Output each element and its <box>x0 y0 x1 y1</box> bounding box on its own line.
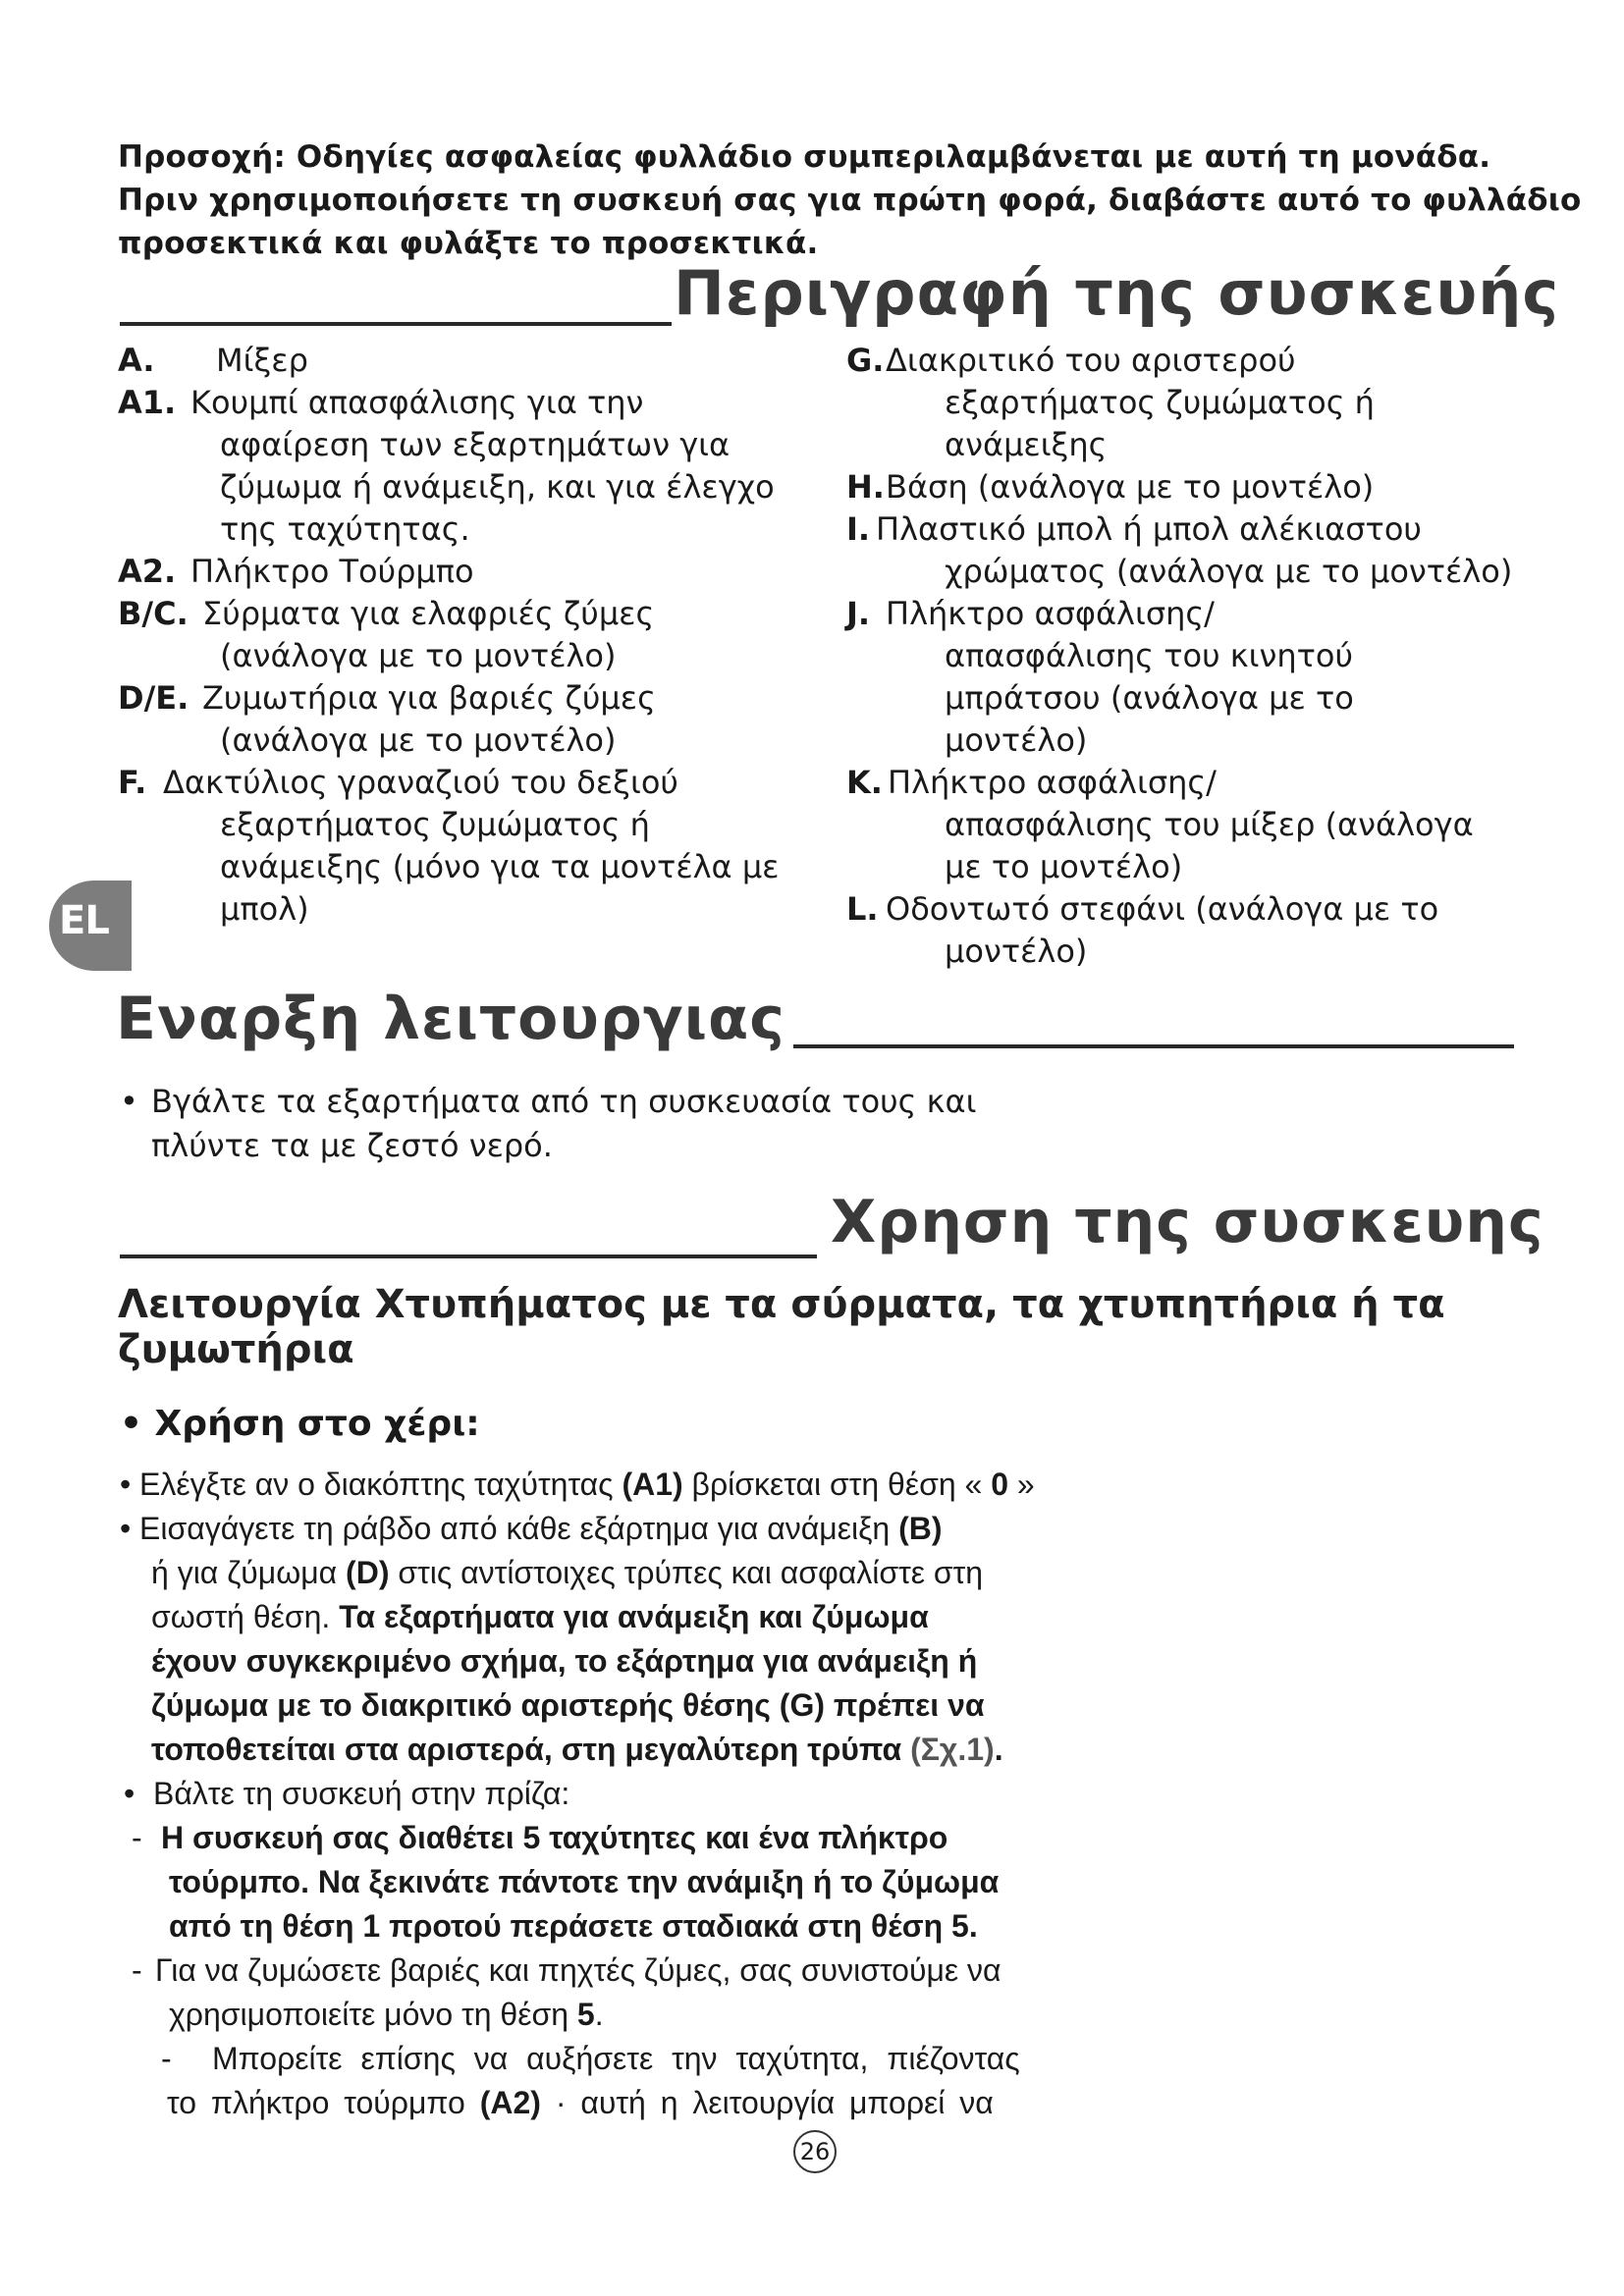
item-key: A2. <box>118 553 177 590</box>
instruction-line <box>139 1463 1035 1507</box>
item-key: B/C. <box>118 595 189 632</box>
instruction-line: Βάλτε τη συσκευή στην πρίζα: <box>153 1776 570 1811</box>
item-text: Πλήκτρο ασφάλισης/ <box>886 595 1215 632</box>
text-bold: . <box>994 1732 1003 1767</box>
item-text: Διακριτικό του αριστερού <box>886 342 1296 379</box>
item-text: Κουμπί απασφάλισης για την <box>190 384 644 421</box>
item-key: J. <box>846 595 871 632</box>
subsection-title <box>118 1282 1512 1372</box>
section-rule <box>120 322 672 326</box>
item-text: Ζυμωτήρια για βαριές ζύμες <box>202 679 656 717</box>
item-text: εξαρτήματος ζυμώματος ή <box>945 384 1375 421</box>
text: . <box>594 1997 604 2032</box>
item-text: αφαίρεση των εξαρτημάτων για <box>220 426 731 463</box>
text-bold: τοποθετείται στα αριστερά, στη μεγαλύτερη τρύπα <box>151 1732 902 1767</box>
text: ή για ζύμωμα <box>151 1555 347 1590</box>
subsection-title-line: ζυμωτήρια <box>118 1327 354 1372</box>
text: στις αντίστοιχες τρύπες και ασφαλίστε στη <box>389 1555 984 1590</box>
item-text: Σύρματα για ελαφριές ζύμες <box>202 595 655 632</box>
text-bold: 5 <box>576 1997 595 2032</box>
bullet: • <box>120 1511 132 1546</box>
warning-line: Προσοχή: Οδηγίες ασφαλείας φυλλάδιο συμπεριλαμβάνεται με αυτή τη μονάδα. <box>118 139 1491 175</box>
item-key: A1. <box>118 384 177 421</box>
item-text: απασφάλισης του κινητού <box>945 637 1353 674</box>
item-key: L. <box>846 890 879 928</box>
bullet: • <box>124 1776 135 1811</box>
item-key: D/E. <box>118 679 189 717</box>
item-key: F. <box>118 764 147 801</box>
item-text: Βάση (ανάλογα με το μοντέλο) <box>886 468 1375 506</box>
instruction-line <box>139 1507 943 1551</box>
item-text: Μίξερ <box>216 342 308 379</box>
instruction-line <box>169 1993 604 2037</box>
item-text: μοντέλο) <box>945 933 1088 970</box>
text: βρίσκεται στη θέση « <box>682 1467 992 1502</box>
text: · αυτή η λειτουργία μπορεί να <box>540 2085 994 2120</box>
instruction-line: Η συσκευή σας διαθέτει 5 ταχύτητες και ένα πλήκτρο <box>161 1820 948 1855</box>
item-key: I. <box>846 510 871 548</box>
safety-warning <box>118 135 1582 265</box>
text: το πλήκτρο τούρμπο <box>167 2085 480 2120</box>
language-tab-label: EL <box>59 898 109 943</box>
text-bold: (A2) <box>479 2085 541 2120</box>
instruction-line: έχουν συγκεκριμένο σχήμα, το εξάρτημα για ανάμειξη ή <box>151 1643 978 1679</box>
item-text: Πλαστικό μπολ ή μπολ αλέκιαστου <box>876 510 1422 548</box>
item-text: ανάμειξης (μόνο για τα μοντέλα με <box>220 848 780 885</box>
warning-line: προσεκτικά και φυλάξτε το προσεκτικά. <box>118 226 819 261</box>
item-key: H. <box>846 468 885 506</box>
instruction-line: Μπορείτε επίσης να αυξήσετε την ταχύτητα, πιέζοντας <box>212 2041 1020 2076</box>
figure-reference: (Σχ.1) <box>901 1732 995 1767</box>
item-text: μοντέλο) <box>945 721 1088 759</box>
text-bold: (A1) <box>622 1467 683 1502</box>
item-key: G. <box>846 342 885 379</box>
instruction-line <box>151 1551 983 1595</box>
instruction-text: Βγάλτε τα εξαρτήματα από τη συσκευασία τους και <box>151 1083 977 1120</box>
instruction-line: τούρμπο. Να ξεκινάτε πάντοτε την ανάμιξη ή το ζύμωμα <box>169 1864 1000 1899</box>
instruction-text: πλύντε τα με ζεστό νερό. <box>151 1127 553 1164</box>
text: Εισαγάγετε τη ράβδο από κάθε εξάρτημα για ανάμειξη <box>139 1511 899 1546</box>
item-text: μπράτσου (ανάλογα με το <box>945 679 1354 717</box>
item-text: εξαρτήματος ζυμώματος ή <box>220 806 650 843</box>
description-list-right <box>846 340 1534 973</box>
item-text: Οδοντωτό στεφάνι (ανάλογα με το <box>886 890 1439 928</box>
item-text: ζύμωμα ή ανάμειξη, και για έλεγχο <box>220 468 775 506</box>
text: χρησιμοποιείτε μόνο τη θέση <box>169 1997 577 2032</box>
text-bold: (B) <box>898 1511 943 1546</box>
bullet: • <box>120 1083 138 1120</box>
description-list-left <box>118 340 825 931</box>
instruction-line: ζύμωμα με το διακριτικό αριστερής θέσης (G) πρέπει να <box>151 1687 985 1723</box>
instruction-line <box>167 2081 994 2125</box>
dash: - <box>132 1952 142 1988</box>
item-key: K. <box>846 764 883 801</box>
item-text: της ταχύτητας. <box>220 510 470 548</box>
item-text: μπολ) <box>220 890 309 928</box>
instruction-line <box>151 1728 1003 1772</box>
dash: - <box>161 2041 172 2076</box>
item-key: A. <box>118 342 155 379</box>
instruction-line: από τη θέση 1 προτού περάσετε σταδιακά στη θέση 5. <box>169 1908 978 1944</box>
subsection-title-line: Λειτουργία Χτυπήματος με τα σύρματα, τα χτυπητήρια ή τα <box>118 1282 1445 1327</box>
text: Ελέγξτε αν ο διακόπτης ταχύτητας <box>139 1467 623 1502</box>
hand-use-instructions <box>118 1463 1198 2125</box>
bullet: • <box>120 1467 132 1502</box>
start-instructions <box>118 1080 1100 1168</box>
section-title-use: Χρηση της συσκευης <box>831 1188 1544 1256</box>
text-bold: Τα εξαρτήματα για ανάμειξη και ζύμωμα <box>339 1599 929 1634</box>
item-text: χρώματος (ανάλογα με το μοντέλο) <box>945 553 1513 590</box>
warning-line: Πριν χρησιμοποιήσετε τη συσκευή σας για πρώτη φορά, διαβάστε αυτό το φυλλάδιο <box>118 183 1582 218</box>
page-number: 26 <box>793 2130 837 2173</box>
hand-use-heading: • Χρήση στο χέρι: <box>120 1404 480 1444</box>
section-rule <box>120 1255 817 1258</box>
language-tab <box>49 881 132 971</box>
dash: - <box>132 1820 142 1855</box>
item-text: Πλήκτρο Τούρμπο <box>190 553 474 590</box>
item-text: απασφάλισης του μίξερ (ανάλογα <box>945 806 1474 843</box>
item-text: με το μοντέλο) <box>945 848 1183 885</box>
text: » <box>1008 1467 1035 1502</box>
item-text: (ανάλογα με το μοντέλο) <box>220 721 617 759</box>
item-text: (ανάλογα με το μοντέλο) <box>220 637 617 674</box>
instruction-line: Για να ζυμώσετε βαριές και πηχτές ζύμες, σας συνιστούμε να <box>155 1952 1001 1988</box>
section-rule <box>793 1044 1514 1048</box>
item-text: ανάμειξης <box>945 426 1108 463</box>
instruction-line <box>151 1595 929 1639</box>
text: σωστή θέση. <box>151 1599 340 1634</box>
text-bold: 0 <box>991 1467 1009 1502</box>
section-title-start: Εναρξη λειτουργιας <box>116 985 785 1053</box>
section-title-description: Περιγραφή της συσκευής <box>674 257 1560 329</box>
item-text: Πλήκτρο ασφάλισης/ <box>888 764 1217 801</box>
item-text: Δακτύλιος γραναζιού του δεξιού <box>163 764 678 801</box>
text-bold: (D) <box>346 1555 390 1590</box>
